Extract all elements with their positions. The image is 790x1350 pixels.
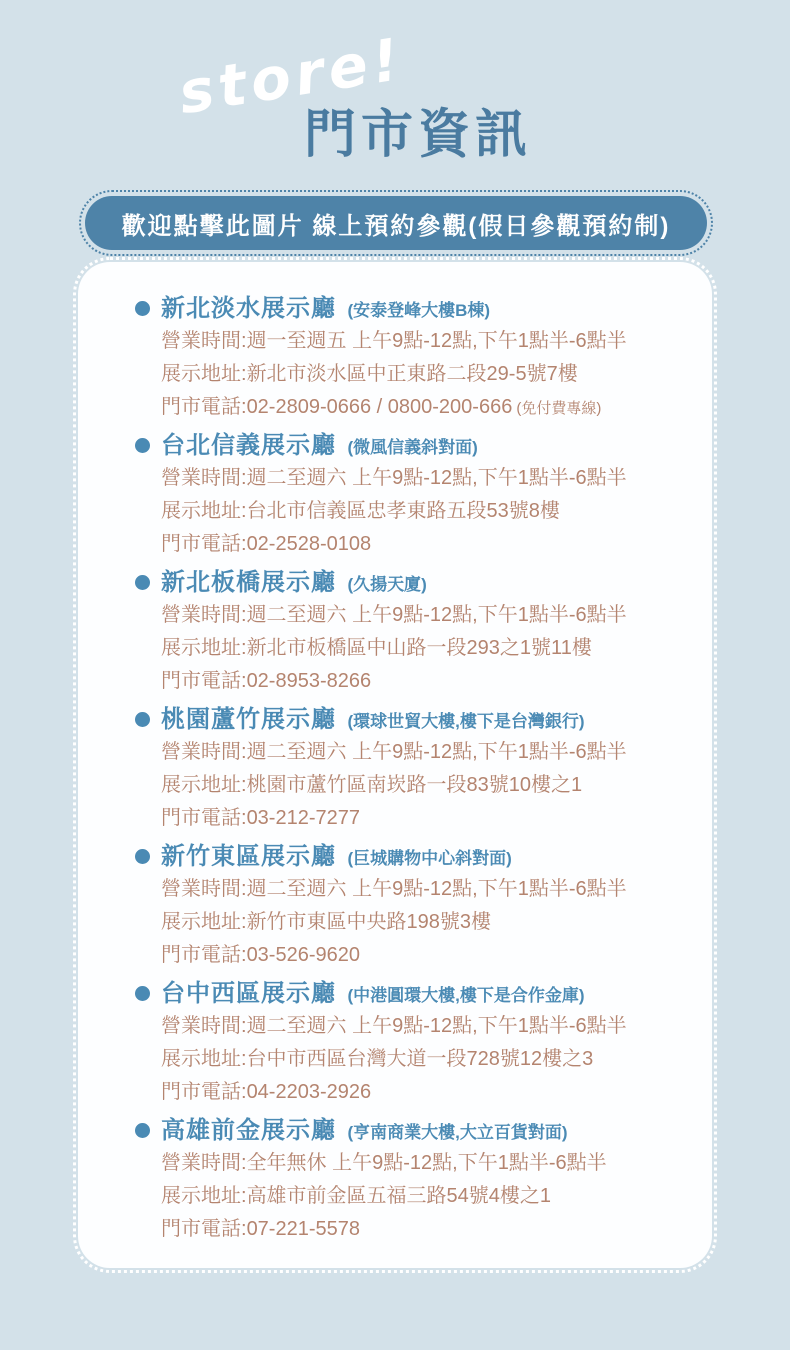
store-name-row (161, 566, 627, 599)
address-line (161, 769, 627, 802)
bullet-dot-icon (135, 986, 150, 1001)
phone-note: (免付費專線) (516, 400, 602, 417)
hours-line (161, 873, 627, 906)
hours-value: 全年無休 上午9點-12點,下午1點半-6點半 (246, 1152, 607, 1174)
store-details (161, 840, 627, 973)
phone-label: 門市電話: (161, 944, 247, 966)
address-label: 展示地址: (161, 1048, 247, 1070)
store-name: 新竹東區展示廳 (161, 843, 336, 870)
address-label: 展示地址: (161, 911, 247, 933)
phone-line (161, 665, 627, 699)
page-title: 門市資訊 (304, 106, 533, 164)
hours-line (161, 1010, 627, 1043)
store-name: 台中西區展示廳 (161, 980, 336, 1007)
phone-value: 04-2203-2926 (246, 1081, 372, 1103)
store-name-row (161, 1114, 607, 1147)
store-name: 台北信義展示廳 (161, 432, 336, 459)
phone-value: 07-221-5578 (246, 1218, 360, 1240)
phone-value: 02-8953-8266 (246, 670, 372, 692)
store-item (135, 566, 694, 699)
phone-label: 門市電話: (161, 533, 247, 555)
bullet-dot-icon (135, 301, 150, 316)
store-name: 新北淡水展示廳 (161, 295, 336, 322)
bullet-dot-icon (135, 438, 150, 453)
address-value: 高雄市前金區五福三路54號4樓之1 (246, 1185, 552, 1207)
phone-line (161, 939, 627, 973)
store-location-note: (久揚天廈) (347, 575, 427, 594)
store-details (161, 429, 627, 562)
address-line (161, 495, 627, 528)
address-label: 展示地址: (161, 363, 247, 385)
hours-value: 週二至週六 上午9點-12點,下午1點半-6點半 (246, 741, 627, 763)
address-value: 新竹市東區中央路198號3樓 (246, 911, 492, 933)
phone-value: 03-526-9620 (246, 944, 360, 966)
hours-line (161, 325, 627, 358)
store-name: 新北板橋展示廳 (161, 569, 336, 596)
address-label: 展示地址: (161, 637, 247, 659)
bullet-dot-icon (135, 1123, 150, 1138)
phone-label: 門市電話: (161, 1081, 247, 1103)
hours-label: 營業時間: (161, 330, 247, 352)
store-item (135, 1114, 694, 1247)
store-location-note: (巨城購物中心斜對面) (347, 849, 512, 868)
online-reservation-banner[interactable]: 歡迎點擊此圖片 線上預約參觀(假日參觀預約制) (85, 196, 707, 250)
store-details (161, 703, 627, 836)
phone-line (161, 391, 627, 425)
store-item (135, 977, 694, 1110)
hours-value: 週二至週六 上午9點-12點,下午1點半-6點半 (246, 878, 627, 900)
store-item (135, 840, 694, 973)
hours-label: 營業時間: (161, 1152, 247, 1174)
store-location-note: (環球世貿大樓,樓下是台灣銀行) (347, 712, 585, 731)
store-name: 桃園蘆竹展示廳 (161, 706, 336, 733)
hours-line (161, 599, 627, 632)
address-value: 新北市淡水區中正東路二段29-5號7樓 (246, 363, 578, 385)
hours-label: 營業時間: (161, 467, 247, 489)
phone-line (161, 1213, 607, 1247)
address-value: 台北市信義區忠孝東路五段53號8樓 (246, 500, 560, 522)
store-details (161, 566, 627, 699)
bullet-dot-icon (135, 849, 150, 864)
address-value: 新北市板橋區中山路一段293之1號11樓 (246, 637, 592, 659)
store-name: 高雄前金展示廳 (161, 1117, 336, 1144)
store-item (135, 292, 694, 425)
phone-value: 03-212-7277 (246, 807, 360, 829)
address-label: 展示地址: (161, 774, 247, 796)
hours-value: 週二至週六 上午9點-12點,下午1點半-6點半 (246, 604, 627, 626)
store-name-row (161, 977, 627, 1010)
hours-label: 營業時間: (161, 1015, 247, 1037)
hours-line (161, 736, 627, 769)
store-location-note: (亨南商業大樓,大立百貨對面) (347, 1123, 568, 1142)
address-line (161, 358, 627, 391)
phone-line (161, 802, 627, 836)
phone-label: 門市電話: (161, 396, 247, 418)
store-name-row (161, 292, 627, 325)
store-location-note: (安泰登峰大樓B棟) (347, 301, 491, 320)
phone-value: 02-2809-0666 / 0800-200-666 (246, 396, 513, 418)
address-line (161, 1180, 607, 1213)
address-label: 展示地址: (161, 500, 247, 522)
phone-line (161, 528, 627, 562)
store-name-row (161, 703, 627, 736)
hours-value: 週一至週五 上午9點-12點,下午1點半-6點半 (246, 330, 627, 352)
phone-line (161, 1076, 627, 1110)
hours-value: 週二至週六 上午9點-12點,下午1點半-6點半 (246, 467, 627, 489)
hours-line (161, 1147, 607, 1180)
address-value: 桃園市蘆竹區南崁路一段83號10樓之1 (246, 774, 583, 796)
store-script-text: store! (174, 24, 409, 128)
store-details (161, 292, 627, 425)
hours-line (161, 462, 627, 495)
store-item (135, 429, 694, 562)
store-name-row (161, 429, 627, 462)
store-details (161, 1114, 607, 1247)
store-list-card (78, 262, 712, 1268)
address-line (161, 1043, 627, 1076)
bullet-dot-icon (135, 575, 150, 590)
hours-label: 營業時間: (161, 741, 247, 763)
hours-label: 營業時間: (161, 604, 247, 626)
store-details (161, 977, 627, 1110)
phone-value: 02-2528-0108 (246, 533, 372, 555)
hours-label: 營業時間: (161, 878, 247, 900)
address-line (161, 906, 627, 939)
store-location-note: (微風信義斜對面) (347, 438, 478, 457)
address-label: 展示地址: (161, 1185, 247, 1207)
store-name-row (161, 840, 627, 873)
phone-label: 門市電話: (161, 807, 247, 829)
store-item (135, 703, 694, 836)
hours-value: 週二至週六 上午9點-12點,下午1點半-6點半 (246, 1015, 627, 1037)
address-value: 台中市西區台灣大道一段728號12樓之3 (246, 1048, 594, 1070)
phone-label: 門市電話: (161, 1218, 247, 1240)
phone-label: 門市電話: (161, 670, 247, 692)
address-line (161, 632, 627, 665)
bullet-dot-icon (135, 712, 150, 727)
store-location-note: (中港圓環大樓,樓下是合作金庫) (347, 986, 585, 1005)
